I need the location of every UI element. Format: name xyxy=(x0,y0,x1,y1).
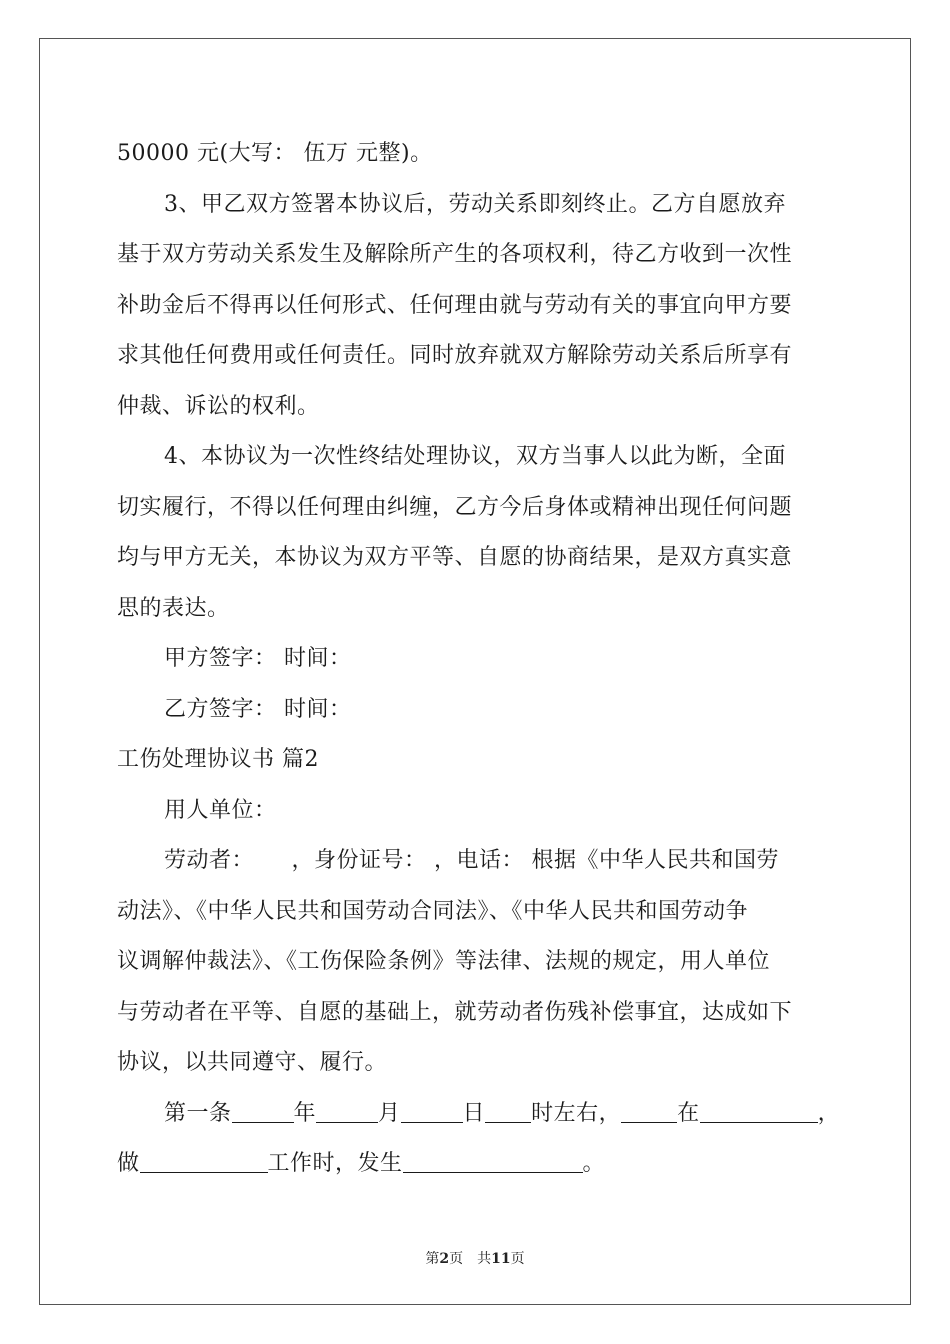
article-one-line-1 xyxy=(117,1089,841,1140)
total-suffix: 页 xyxy=(510,1251,525,1267)
year-blank xyxy=(232,1100,294,1123)
incident-blank xyxy=(403,1150,583,1173)
party-b-signature: 乙方签字： 时间： xyxy=(164,696,352,722)
text-line: 议调解仲裁法》、《工伤保险条例》等法律、法规的规定，用人单位 xyxy=(117,949,771,974)
text-line: 补助金后不得再以任何形式、任何理由就与劳动有关的事宜向甲方要 xyxy=(117,292,793,318)
person-blank xyxy=(621,1100,677,1123)
incident-label: 工作时，发生 xyxy=(267,1151,403,1176)
text-line: 协议，以共同遵守、履行。 xyxy=(117,1050,388,1075)
section-heading: 工伤处理协议书 篇2 xyxy=(117,747,319,772)
article-one-line-2 xyxy=(117,1139,834,1190)
total-prefix: 共 xyxy=(477,1251,492,1267)
period: 。 xyxy=(582,1151,606,1176)
page-number: 2 xyxy=(439,1251,450,1267)
work-blank xyxy=(140,1150,268,1173)
hour-blank xyxy=(485,1100,531,1123)
year-label: 年 xyxy=(293,1100,317,1126)
text-line: 与劳动者在平等、自愿的基础上，就劳动者伤残补偿事宜，达成如下 xyxy=(117,999,793,1025)
comma: ， xyxy=(817,1100,841,1126)
clause-3: 3、甲乙双方签署本协议后，劳动关系即刻终止。乙方自愿放弃 xyxy=(164,191,786,217)
text-line: 仲裁、诉讼的权利。 xyxy=(117,393,320,419)
location-label: 在 xyxy=(677,1100,700,1126)
month-label: 月 xyxy=(378,1100,401,1126)
day-blank xyxy=(401,1100,463,1123)
text-line: 50000 元(大写： 伍万 元整)。 xyxy=(117,141,433,166)
worker-field: 劳动者： ，身份证号： ，电话： 根据《中华人民共和国劳 xyxy=(164,848,779,873)
article-label: 第一条 xyxy=(164,1100,232,1126)
hour-label: 时左右， xyxy=(531,1100,622,1126)
text-line: 基于双方劳动关系发生及解除所产生的各项权利，待乙方收到一次性 xyxy=(117,242,793,267)
day-label: 日 xyxy=(462,1100,486,1126)
total-pages: 11 xyxy=(491,1251,511,1267)
party-a-signature: 甲方签字： 时间： xyxy=(164,646,352,671)
page-prefix: 第 xyxy=(425,1251,440,1267)
month-blank xyxy=(316,1100,378,1123)
document-body xyxy=(117,129,841,1190)
location-blank xyxy=(700,1100,818,1123)
text-line: 思的表达。 xyxy=(117,595,230,621)
page-suffix: 页 xyxy=(449,1251,464,1267)
page-footer xyxy=(0,1248,950,1268)
text-line: 切实履行，不得以任何理由纠缠，乙方今后身体或精神出现任何问题 xyxy=(117,494,793,520)
text-line: 均与甲方无关，本协议为双方平等、自愿的协商结果，是双方真实意 xyxy=(117,545,793,570)
employer-field: 用人单位： xyxy=(164,797,277,823)
clause-4: 4、本协议为一次性终结处理协议，双方当事人以此为断，全面 xyxy=(164,444,786,469)
text-line: 动法》、《中华人民共和国劳动合同法》、《中华人民共和国劳动争 xyxy=(117,898,749,924)
text-line: 求其他任何费用或任何责任。同时放弃就双方解除劳动关系后所享有 xyxy=(117,343,793,368)
work-label: 做 xyxy=(117,1151,140,1176)
